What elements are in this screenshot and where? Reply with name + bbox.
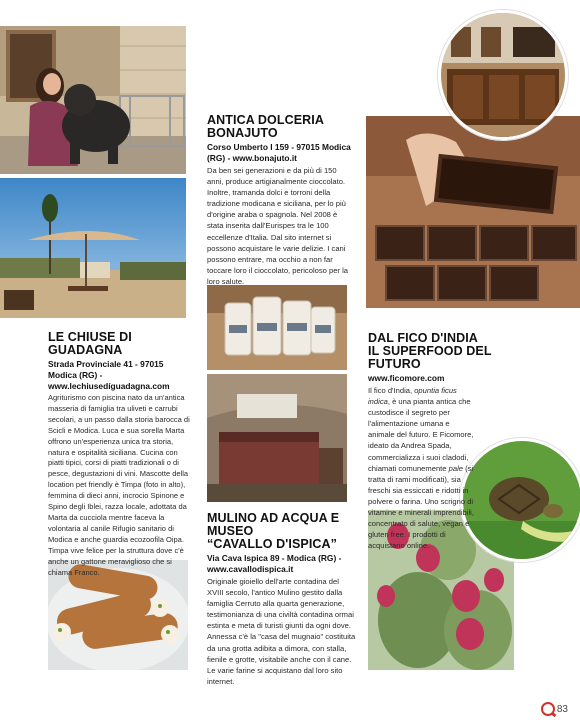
article-fico-dindia bbox=[368, 332, 512, 551]
article-title-line2: “CAVALLO D'ISPICA” bbox=[207, 537, 338, 551]
photo-shop-interior bbox=[438, 10, 568, 140]
article-chiuse-di-guadagna bbox=[48, 331, 190, 578]
page-number-text: 83 bbox=[556, 703, 568, 715]
photo-woman-with-dog bbox=[0, 26, 186, 174]
body-text: Il fico d'India, bbox=[368, 386, 415, 395]
article-body bbox=[368, 385, 474, 551]
article-address: Via Cava Ispica 89 - Modica (RG) - www.cavallodispica.it bbox=[207, 553, 342, 574]
body-text: , è una pianta antica che custodisce il segreto per l'alimentazione umana e animale del futuro. E Ficomore, ideato da Andrea Spada, commercializza i suoi cladodi, chiamati comunemente bbox=[368, 397, 474, 473]
article-title: ANTICA DOLCERIA BONAJUTO bbox=[207, 113, 324, 140]
photo-umbrella-terrace bbox=[0, 178, 186, 318]
article-body: Agriturismo con piscina nato da un'antica masseria di famiglia tra uliveti e carrubi secolari, a un passo dalla storia barocca di Scicli e Modica. Luca e sua sorella Marta offrono un'esperienza unica tra storia, natura e ospitalità siciliana. Cucina con piatti tipici, corsi di piatti tradizionali o di pesce, degustazioni di vini. Mascotte della location pet friendly è Timpa (foto in alto), femmina di dieci anni, incrocio Spinone e Spino degli Iblei, razza locale, adottata da Marta da cucciola mentre faceva la volontaria al canile Rifugio sanitario di Modica e anche guardia ecozoofila Oipa. Timpa vive felice per la struttura dove c'è anche un gattone meraviglioso che si chiama Franco. bbox=[48, 393, 190, 577]
article-body: Originale gioiello dell'arte contadina del XVIII secolo, l'antico Mulino gestito dalla famiglia Cerruto alla quarta generazione, testimonianza di una civiltà contadina ormai estinta e meta di turisti giunti da ogni dove. Annessa c'è la "casa del mugnaio" costituita da una grotta adibita a dimora, con stalla, fienile e grotte, visitabile anche con il cane. Le varie farine si acquistano dal loro sito internet. bbox=[207, 577, 356, 686]
photo-flour-bags bbox=[207, 285, 347, 370]
article-body: Da ben sei generazioni e da più di 150 anni, produce artigianalmente cioccolato. Inoltre, tramanda dolci e torroni della tradizione modicana e siciliana, per lo più d'origine araba o spagnola. Nel 2008 è stata inserita dall'Eurispes tra le 100 eccellenze d'Italia. Dal sito internet si possono acquistare le varie delizie. I cani possono entrare, ma occhio a non far toccare loro il cioccolato, pericoloso per la loro salute. bbox=[207, 166, 348, 286]
article-bonajuto bbox=[207, 114, 355, 287]
article-title-line1: MULINO AD ACQUA E MUSEO bbox=[207, 511, 340, 538]
article-title-line1: DAL FICO D'INDIA bbox=[368, 331, 478, 345]
article-address: Strada Provinciale 41 - 97015 Modica (RG) - www.lechiusedíguadagna.com bbox=[48, 359, 170, 391]
body-text: (si tratta di rami modificati), sia freschi sia essiccati e ridotti in polvere o farina. Uno scrigno di vitamine e minerali imprendibili, concentrato di salute, vegan e gluten free. I prodotti di acquistano online. bbox=[368, 463, 474, 551]
article-mulino-cavallo-dispica bbox=[207, 512, 357, 687]
magazine-logo-icon bbox=[541, 702, 555, 716]
article-title: LE CHIUSE DI GUADAGNA bbox=[48, 330, 132, 357]
page-number bbox=[541, 702, 568, 716]
article-address: Corso Umberto I 159 - 97015 Modica (RG) - www.bonajuto.it bbox=[207, 142, 351, 163]
body-italic-pale: pale bbox=[448, 463, 463, 473]
body-italic-latin-name: opuntia ficus indica bbox=[368, 386, 457, 407]
photo-cave-room bbox=[207, 374, 347, 502]
article-address: www.ficomore.com bbox=[368, 373, 445, 383]
photo-chocolate bbox=[366, 116, 580, 308]
article-title-line2: IL SUPERFOOD DEL FUTURO bbox=[368, 344, 492, 371]
